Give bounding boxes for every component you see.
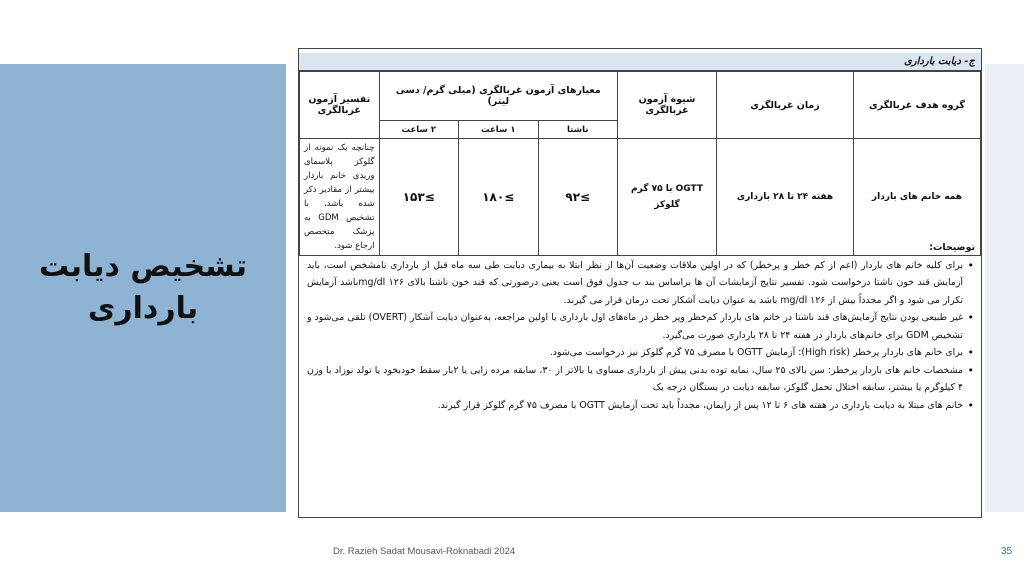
header-interpretation: تفسیر آزمون غربالگری [300,72,380,139]
subheader-two-hour: ۲ ساعت [379,121,459,139]
header-criteria: معیارهای آزمون غربالگری (میلی گرم/ دسی لیتر) [379,72,618,121]
notes-section [299,235,981,517]
notes-list [307,257,975,415]
slide-title: تشخیص دیابت بارداری [39,249,247,326]
notes-title: توضیحات: [929,242,975,253]
page-number: 35 [1001,546,1013,557]
header-screening-time: زمان غربالگری [717,72,854,139]
subheader-fasting: ناشتا [538,121,618,139]
cell-screening-method: OGTT با ۷۵ گرم گلوکز [618,139,717,256]
cell-target-group: همه خانم های باردار [854,139,981,256]
list-item: • برای کلیه خانم های باردار (اعم از کم خطر و پرخطر) که در اولین ملاقات وضعیت آن‌ها از نظر ابتلا به بیماری دیابت طی سه ماه قبل از بارداری نامشخص است، باید آزمایش قند خون ناشتا درخواست شود. تفسیر نتایج آزمایشات آن ها براساس بند ب جدول فوق است یعنی درصورتی که قند خون ناشتا بالای mg/dl ۱۲۶باشد آزمایش تکرار می شود و اگر مجدداً بیش از mg/dl ۱۲۶ باشد به عنوان دیابت آشکار تحت درمان قرار می گیرند. [307,257,963,310]
document-image [298,48,982,518]
cell-screening-time: هفته ۲۴ تا ۲۸ بارداری [717,139,854,256]
subheader-one-hour: ۱ ساعت [459,121,539,139]
cell-fasting-value: ≥۹۲ [538,139,618,256]
footer-author: Dr. Razieh Sadat Mousavi-Roknabadi 2024 [333,546,516,557]
cell-one-hour-value: ≥۱۸۰ [459,139,539,256]
list-item: • خانم های مبتلا به دیابت بارداری در هفته های ۶ تا ۱۲ پس از زایمان، مجدداً باید تحت آزمایش OGTT با مصرف ۷۵ گرم گلوکز قرار گیرند. [307,397,963,415]
list-item: • برای خانم های باردار پرخطر (High risk): آزمایش OGTT با مصرف ۷۵ گرم گلوکز نیز درخواست می‌شود. [307,344,963,362]
screening-table [299,71,981,256]
table-header-row [300,72,981,121]
cell-two-hour-value: ≥۱۵۳ [379,139,459,256]
right-accent-strip [985,64,1024,512]
cell-interpretation: چنانچه یک نمونه از گلوکز پلاسمای وریدی خانم باردار بیشتر از مقادیر ذکر شده باشد، با تشخیص GDM به پزشک متخصص ارجاع شود. [300,139,380,256]
section-header: ج- دیابت بارداری [299,53,981,71]
list-item: • مشخصات خانم های باردار پرخطر: سن بالای ۲۵ سال، نمایه توده بدنی پیش از بارداری مساوی یا بالاتر از ۳۰، سابقه مرده زایی یا ۲بار سقط خودبخود یا تولد نوزاد با وزن ۴ کیلوگرم یا بیشتر، سابقه اختلال تحمل گلوکز، سابقه دیابت در بستگان درجه یک [307,362,963,397]
list-item: • غیر طبیعی بودن نتایج آزمایش‌های قند ناشتا در خانم های باردار کم‌خطر وپر خطر در ماه‌های اول بارداری یا اولین مراجعه، به‌عنوان دیابت آشکار (OVERT) تلقی می‌شود و تشخیص GDM برای خانم‌های باردار در هفته ۲۴ تا ۲۸ بارداری صورت می‌گیرد. [307,309,963,344]
header-screening-method: شیوه آزمون غربالگری [618,72,717,139]
header-target-group: گروه هدف غربالگری [854,72,981,139]
